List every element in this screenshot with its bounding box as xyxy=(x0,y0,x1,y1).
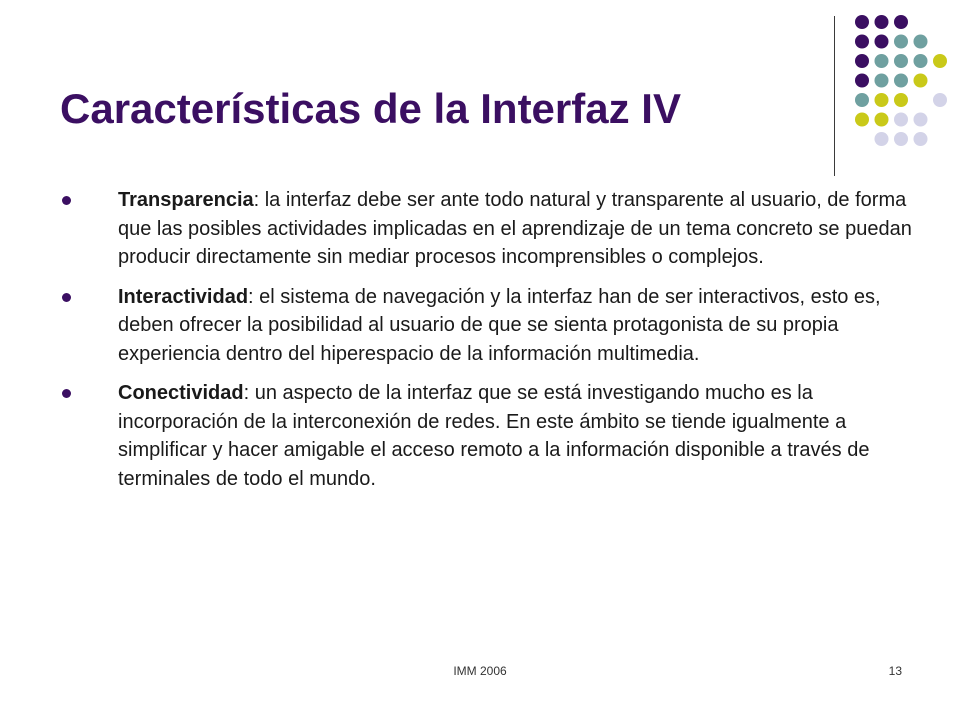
decorative-dot xyxy=(875,132,889,146)
footer-label: IMM 2006 xyxy=(453,664,507,678)
bullet-dot-icon xyxy=(62,196,71,205)
page-number: 13 xyxy=(888,664,902,678)
bullet-item-conectividad xyxy=(60,379,920,493)
slide-title: Características de la Interfaz IV xyxy=(60,85,681,132)
decorative-dot xyxy=(894,93,908,107)
decorative-dot xyxy=(914,132,928,146)
decorative-dot xyxy=(894,132,908,146)
decorative-dot xyxy=(914,74,928,88)
bullet-dot-icon xyxy=(62,293,71,302)
decorative-dot xyxy=(894,74,908,88)
bullet-term: Transparencia xyxy=(118,189,254,211)
vertical-divider-line xyxy=(834,16,835,176)
decorative-dot xyxy=(933,54,947,68)
decorative-dot xyxy=(914,113,928,127)
bullet-item-transparencia xyxy=(60,186,920,272)
decorative-dot xyxy=(855,93,869,107)
decorative-dot xyxy=(875,74,889,88)
decorative-dot xyxy=(894,15,908,29)
decorative-dot xyxy=(875,35,889,49)
decorative-dot xyxy=(875,93,889,107)
decorative-dot xyxy=(914,35,928,49)
decorative-dot xyxy=(875,15,889,29)
bullet-text: : la interfaz debe ser ante todo natural y transparente al usuario, de forma que las posibles actividades implicadas en el aprendizaje de un tema concreto se puedan producir directamente sin mediar procesos incomprensibles o complejos. xyxy=(118,189,912,268)
bullet-list xyxy=(60,186,920,504)
decorative-dot xyxy=(855,113,869,127)
decorative-dot xyxy=(855,15,869,29)
bullet-text: : un aspecto de la interfaz que se está investigando mucho es la incorporación de la interconexión de redes. En este ámbito se tiende igualmente a simplificar y hacer amigable el acceso remoto a la información disponible a través de terminales de todo el mundo. xyxy=(118,382,870,490)
decorative-dot xyxy=(855,74,869,88)
bullet-text: : el sistema de navegación y la interfaz han de ser interactivos, esto es, deben ofrecer la posibilidad al usuario de que se sienta protagonista de su propia experiencia dentro del hiperespacio de la información multimedia. xyxy=(118,285,881,365)
decorative-dot xyxy=(855,35,869,49)
decorative-dot xyxy=(894,54,908,68)
bullet-item-interactividad xyxy=(60,283,920,369)
decorative-dot xyxy=(875,113,889,127)
decorative-dot xyxy=(933,93,947,107)
decorative-dot xyxy=(875,54,889,68)
decorative-dot xyxy=(894,113,908,127)
decorative-dot xyxy=(914,54,928,68)
bullet-dot-icon xyxy=(62,389,71,398)
decorative-dot xyxy=(855,54,869,68)
bullet-term: Interactividad xyxy=(118,285,249,308)
bullet-term: Conectividad xyxy=(118,382,244,404)
decorative-dot xyxy=(894,35,908,49)
